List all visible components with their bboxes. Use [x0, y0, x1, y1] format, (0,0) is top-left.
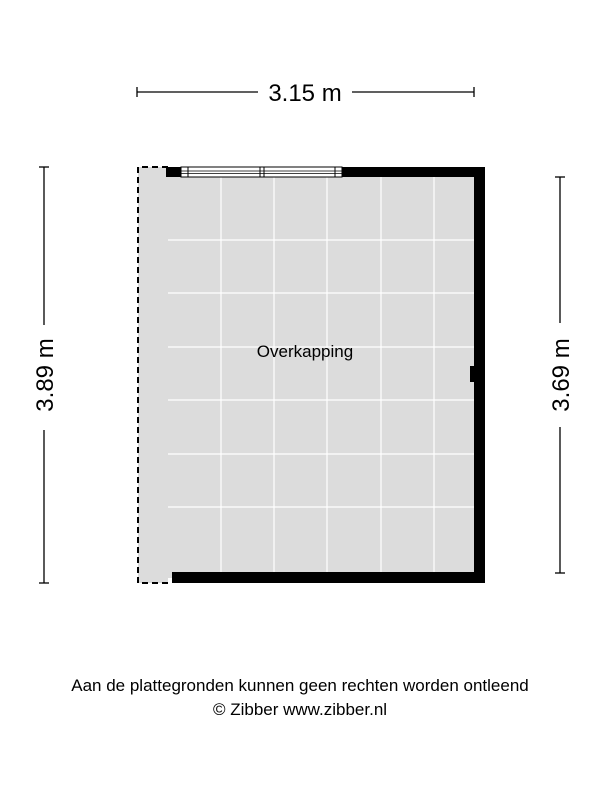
dimension-width-label: 3.15 m: [268, 80, 342, 107]
dimension-right-height-label: 3.69 m: [548, 338, 575, 412]
wall-right: [474, 167, 485, 583]
room-floor: [168, 170, 478, 578]
wall-top-left-stub: [166, 167, 181, 177]
room-label: Overkapping: [256, 342, 354, 361]
wall-right-notch: [470, 366, 475, 382]
wall-top: [342, 167, 485, 177]
open-side-floor: [138, 167, 168, 583]
disclaimer-text: Aan de plattegronden kunnen geen rechten worden ontleend: [71, 676, 529, 695]
copyright-text: © Zibber www.zibber.nl: [212, 700, 388, 719]
wall-bottom: [172, 572, 485, 583]
dimension-left-height-label: 3.89 m: [32, 338, 59, 412]
window: [181, 167, 342, 177]
